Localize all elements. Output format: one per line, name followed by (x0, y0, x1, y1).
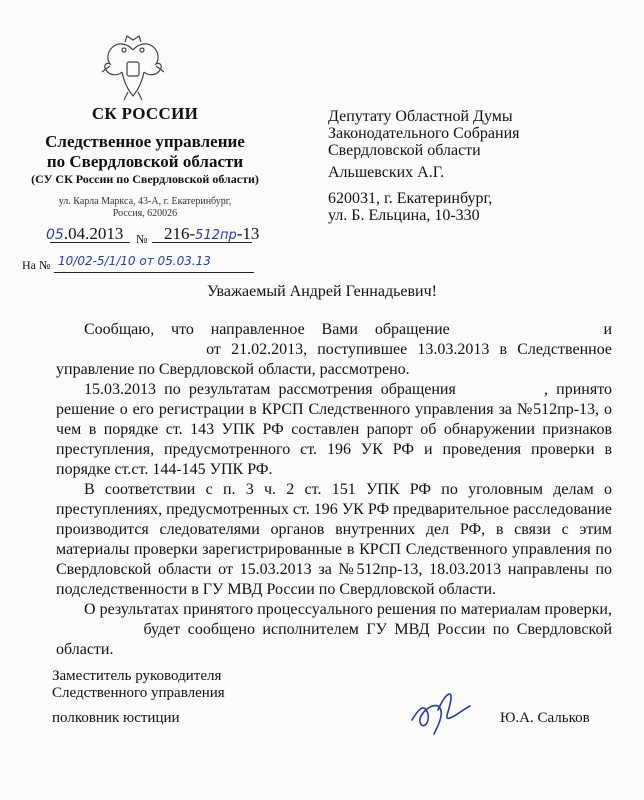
addressee-address-line1: 620031, г. Екатеринбург, (328, 190, 493, 207)
signatory-rank: полковник юстиции (52, 710, 180, 726)
body-p4-start: О результатах принятого процессуального решения по материалам проверки, (84, 601, 612, 618)
body-paragraph-3: В соответствии с п. 3 ч. 2 ст. 151 УПК РФ по уголовным делам о преступлениях, предусмотренных ст. 196 УК РФ предварительное расследование производится следователями органов внутренних дел РФ, в связи с этим материалы проверки зарегистрированные в КРСП Следственного управления по Свердловской области от 15.03.2013 за №512пр-13, 18.03.2013 направлены по подследственности в ГУ МВД России по Свердловской области. (56, 481, 612, 598)
addressee-address-line2: ул. Б. Ельцина, 10-330 (328, 207, 480, 224)
addressee-line2: Законодательного Собрания (328, 125, 520, 142)
in-reply-handwritten: 10/02-5/1/10 от 05.03.13 (58, 254, 211, 268)
body-paragraph-4 (56, 600, 612, 660)
in-reply-label: На № (22, 258, 51, 272)
body-paragraph-2 (56, 380, 612, 480)
body-p2-end: , принято решение о его регистрации в КРСП Следственного управления за №512пр-13, о чем в порядке ст. 143 УПК РФ составлен рапорт об обнаружении признаков преступления, предусмотренного ст. 196 УК РФ и проведения проверки в порядке ст.ст. 144-145 УПК РФ. (56, 381, 612, 478)
body-p1-end: от 21.02.2013, поступившее 13.03.2013 в Следственное управление по Свердловской области, рассмотрено. (56, 341, 612, 378)
registration-number-handwritten: 512пр (195, 228, 237, 243)
coat-of-arms-emblem (98, 32, 168, 102)
body-paragraph-1 (56, 320, 612, 380)
registration-number-suffix: -13 (236, 224, 260, 243)
addressee-line1: Депутату Областной Думы (328, 108, 513, 125)
letter-date (46, 224, 123, 244)
letter-date-handwritten: 05 (46, 227, 64, 243)
signatory-position-line1: Заместитель руководителя (52, 668, 222, 684)
registration-number (164, 224, 259, 244)
addressee-position (328, 108, 520, 159)
body-p1-start: Сообщаю, что направленное Вами обращение (84, 321, 450, 338)
body-p4-end: будет сообщено исполнителем ГУ МВД России по Свердловской области. (56, 621, 613, 658)
agency-address-line1: ул. Карла Маркса, 43-А, г. Екатеринбург, (58, 196, 232, 207)
greeting: Уважаемый Андрей Геннадьевич! (207, 283, 437, 300)
number-sign: № (136, 232, 148, 246)
agency-department-line2: по Свердловской области (46, 152, 244, 171)
signatory-position-line2: Следственного управления (52, 685, 225, 701)
handwritten-signature (404, 680, 484, 740)
agency-department (20, 132, 270, 172)
letter-body (56, 320, 612, 660)
addressee-name: Альшевских А.Г. (328, 164, 445, 181)
agency-department-line1: Следственное управление (45, 132, 245, 151)
signatory-position (52, 668, 225, 702)
addressee-address (328, 190, 492, 224)
agency-abbreviation: (СУ СК России по Свердловской области) (31, 172, 259, 186)
body-p2-start: 15.03.2013 по результатам рассмотрения обращения (84, 381, 456, 398)
signatory-name: Ю.А. Сальков (500, 710, 590, 726)
agency-title: СК РОССИИ (91, 104, 199, 123)
letter-date-printed: .04.2013 (63, 224, 124, 243)
agency-address (20, 196, 270, 220)
body-p1-conj: и (603, 321, 613, 338)
addressee-line3: Свердловской области (328, 142, 481, 159)
agency-address-line2: Россия, 620026 (112, 208, 178, 219)
in-reply-underline (54, 272, 254, 273)
registration-number-prefix: 216- (164, 224, 196, 243)
